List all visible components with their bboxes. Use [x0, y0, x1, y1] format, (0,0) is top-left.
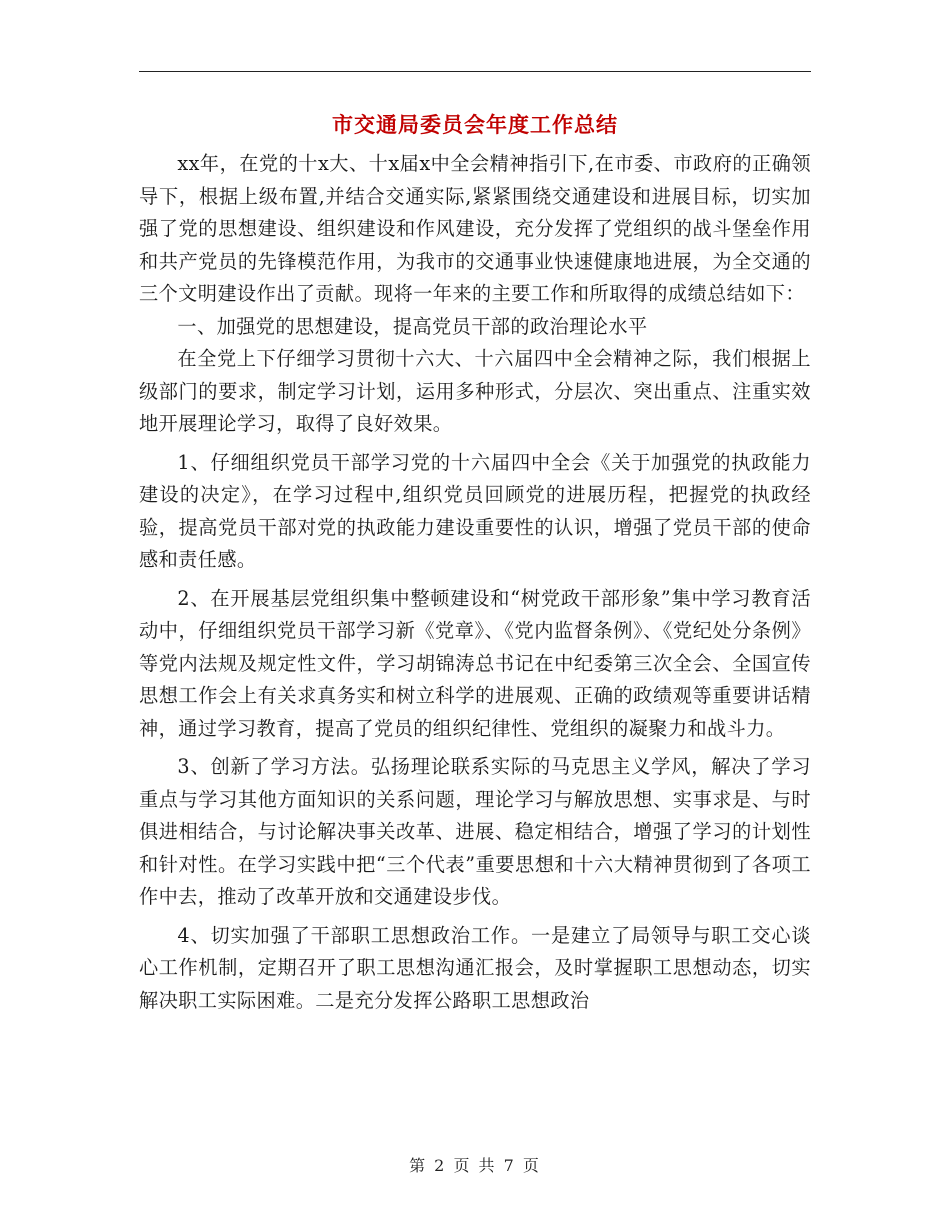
paragraph-intro: xx年，在党的十x大、十x届x中全会精神指引下,在市委、市政府的正确领导下，根据上级布置,并结合交通实际,紧紧围绕交通建设和进展目标，切实加强了党的思想建设、组织建设和作风建设，充分发挥了党组织的战斗堡垒作用和共产党员的先锋模范作用，为我市的交通事业快速健康地进展，为全交通的三个文明建设作出了贡献。现将一年来的主要工作和所取得的成绩总结如下： — [139, 152, 811, 305]
paragraph-section-1-intro: 在全党上下仔细学习贯彻十六大、十六届四中全会精神之际，我们根据上级部门的要求，制定学习计划，运用多种形式，分层次、突出重点、注重实效地开展理论学习，取得了良好效果。 — [139, 347, 811, 435]
paragraph-item-1: 1、仔细组织党员干部学习党的十六届四中全会《关于加强党的执政能力建设的决定》，在学习过程中,组织党员回顾党的进展历程，把握党的执政经验，提高党员干部对党的执政能力建设重要性的认识，增强了党员干部的使命感和责任感。 — [139, 450, 811, 571]
paragraph-item-2: 2、在开展基层党组织集中整顿建设和“树党政干部形象”集中学习教育活动中，仔细组织党员干部学习新《党章》、《党内监督条例》、《党纪处分条例》等党内法规及规定性文件，学习胡锦涛总书记在中纪委第三次全会、全国宣传思想工作会上有关求真务实和树立科学的进展观、正确的政绩观等重要讲话精神，通过学习教育，提高了党员的组织纪律性、党组织的凝聚力和战斗力。 — [139, 586, 811, 740]
paragraph-item-4: 4、切实加强了干部职工思想政治工作。一是建立了局领导与职工交心谈心工作机制，定期召开了职工思想沟通汇报会，及时掌握职工思想动态，切实解决职工实际困难。二是充分发挥公路职工思想政治 — [139, 923, 811, 1012]
document-body — [139, 148, 811, 1017]
document-title: 市交通局委员会年度工作总结 — [332, 112, 618, 137]
page-number-footer: 第 2 页 共 7 页 — [409, 1156, 541, 1175]
section-heading-1: 一、加强党的思想建设，提高党员干部的政治理论水平 — [177, 314, 648, 338]
paragraph-item-3: 3、创新了学习方法。弘扬理论联系实际的马克思主义学风，解决了学习重点与学习其他方面知识的关系问题，理论学习与解放思想、实事求是、与时俱进相结合，与讨论解决事关改革、进展、稳定相结合，增强了学习的计划性和针对性。在学习实践中把“三个代表”重要思想和十六大精神贯彻到了各项工作中去，推动了改革开放和交通建设步伐。 — [139, 755, 811, 908]
header-rule — [139, 71, 811, 72]
